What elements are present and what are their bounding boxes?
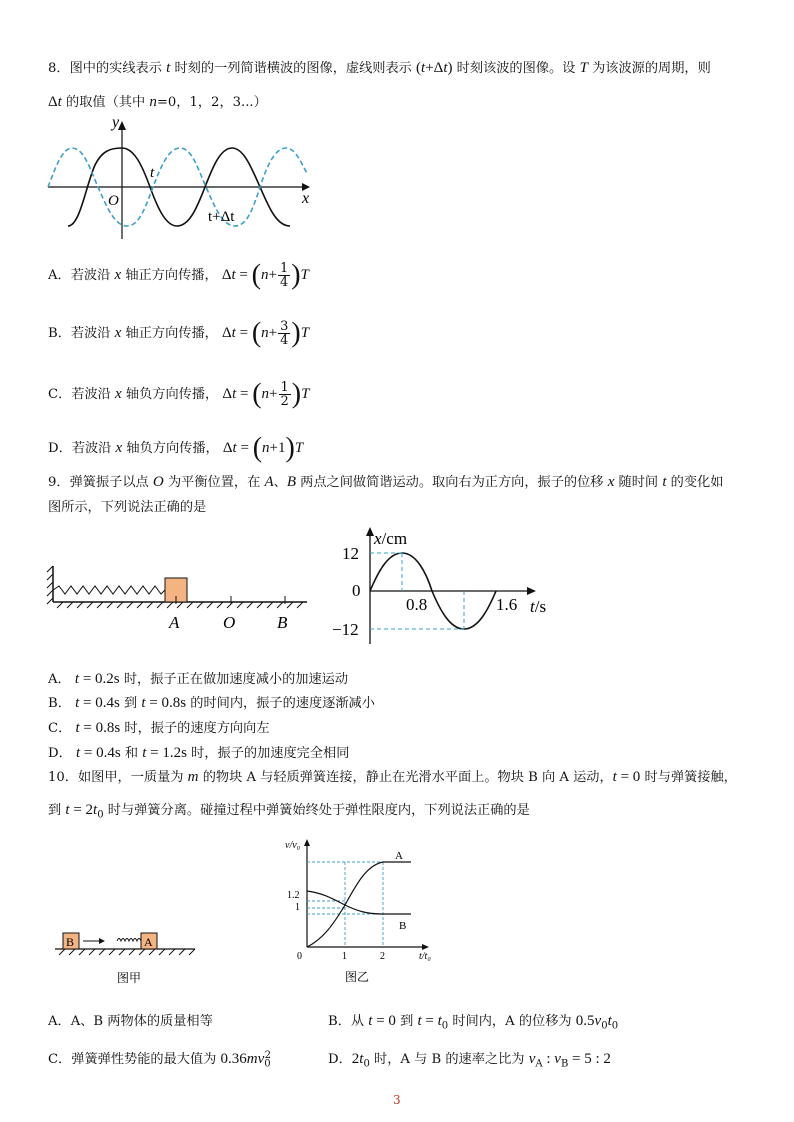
q9-option-d[interactable]: D． t = 0.4s 和 t = 1.2s 时，振子的加速度完全相同 xyxy=(48,745,350,761)
label-o: O xyxy=(223,613,236,632)
fig-a-caption: 图甲 xyxy=(117,971,142,985)
q10-fig-b xyxy=(283,835,443,985)
q10-option-b[interactable]: B．从 t = 0 到 $t = t_0$ 时间内，A 的位移为 $0.5v_0t_0$ xyxy=(328,1013,619,1032)
y-tick-1: 1 xyxy=(295,902,300,913)
y-axis-arrow xyxy=(118,121,126,130)
q8-stem-line2: Δt 的取值（其中 n=0，1，2，3...） xyxy=(48,94,267,110)
q9-option-c[interactable]: C． t = 0.8s 时，振子的速度方向向左 xyxy=(48,720,270,736)
spring xyxy=(53,586,165,594)
q9-stem-line2: 图所示，下列说法正确的是 xyxy=(48,500,207,515)
q8-option-a[interactable]: A．若波沿 x 轴正方向传播， Δt = (n+ $\frac{1}{4}$ )T xyxy=(48,259,309,291)
q9-spring-diagram xyxy=(45,560,315,640)
x-tick-2: 2 xyxy=(380,951,385,962)
q9-option-b[interactable]: B． t = 0.4s 到 t = 0.8s 的时间内，振子的速度逐渐减小 xyxy=(48,695,375,711)
q8-stem-line1: 8．图中的实线表示 t 时刻的一列简谐横波的图像，虚线则表示 (t+Δt) 时刻该波的图像。设 T 为该波源的周期，则 xyxy=(48,60,711,76)
q10-stem-line2: 到 $t = 2t_0$ 时与弹簧分离。碰撞过程中弹簧始终处于弹性限度内，下列说法正确的是 xyxy=(48,802,530,821)
solid-wave-label: t xyxy=(150,165,155,181)
x-tick-1.6: 1.6 xyxy=(496,595,518,614)
x-tick-0.8: 0.8 xyxy=(406,595,428,614)
y-axis-label: v/v₀ xyxy=(285,840,301,851)
q9-displacement-graph xyxy=(330,522,560,647)
q10-option-a[interactable]: A．A、B 两物体的质量相等 xyxy=(48,1014,213,1029)
curve-b xyxy=(307,891,411,914)
curve-a-label: A xyxy=(395,850,403,862)
origin-label: O xyxy=(108,193,119,209)
block-a-label: A xyxy=(144,935,153,949)
block-b-label: B xyxy=(66,935,75,949)
y-axis-label: x/cm xyxy=(374,529,408,548)
q8-option-b[interactable]: B．若波沿 x 轴正方向传播， Δt = (n+ $\frac{3}{4}$ )T xyxy=(48,317,310,349)
x-tick-0: 0 xyxy=(297,951,302,962)
q10-fig-a xyxy=(55,925,205,990)
q10-option-c[interactable]: C．弹簧弹性势能的最大值为 $0.36mv_0^2$ xyxy=(48,1049,272,1070)
q10-stem-line1: 10．如图甲，一质量为 m 的物块 A 与轻质弹簧连接，静止在光滑水平面上。物块 B 向 A 运动，t = 0 时与弹簧接触， xyxy=(48,769,737,785)
y-label: y xyxy=(112,115,120,131)
q9-option-a[interactable]: A． t = 0.2s 时，振子正在做加速度减小的加速运动 xyxy=(48,671,349,687)
fig-b-caption: 图乙 xyxy=(345,970,370,984)
y-tick-neg12: −12 xyxy=(332,620,359,639)
x-axis-label: t/t₀ xyxy=(419,951,431,962)
q8-option-d[interactable]: D．若波沿 x 轴负方向传播， Δt = (n+1)T xyxy=(48,432,304,464)
y-tick-1.2: 1.2 xyxy=(287,890,300,901)
label-b: B xyxy=(277,613,288,632)
x-tick-1: 1 xyxy=(342,951,347,962)
q10-option-d[interactable]: D．$2t_0$ 时，A 与 B 的速率之比为 $v_A$ : $v_B = 5$ : 2 xyxy=(328,1051,611,1070)
label-a: A xyxy=(169,613,180,632)
q9-stem-line1: 9．弹簧振子以点 O 为平衡位置，在 A、B 两点之间做简谐运动。取向右为正方向，振子的位移 x 随时间 t 的变化如 xyxy=(48,474,724,490)
q8-wave-graph xyxy=(40,115,330,245)
floor-hatch xyxy=(57,602,303,608)
curve-b-label: B xyxy=(399,920,407,932)
y-tick-12: 12 xyxy=(342,544,359,563)
dashed-wave-label: t+Δt xyxy=(208,209,235,225)
page-number: 3 xyxy=(393,1093,401,1107)
q8-option-c[interactable]: C．若波沿 x 轴负方向传播， Δt = (n+ $\frac{1}{2}$ )T xyxy=(48,378,310,410)
curve-a xyxy=(307,862,411,947)
x-axis-label: t/s xyxy=(530,597,547,616)
y-tick-0: 0 xyxy=(352,581,361,600)
spring xyxy=(117,939,141,942)
x-label: x xyxy=(302,190,310,207)
